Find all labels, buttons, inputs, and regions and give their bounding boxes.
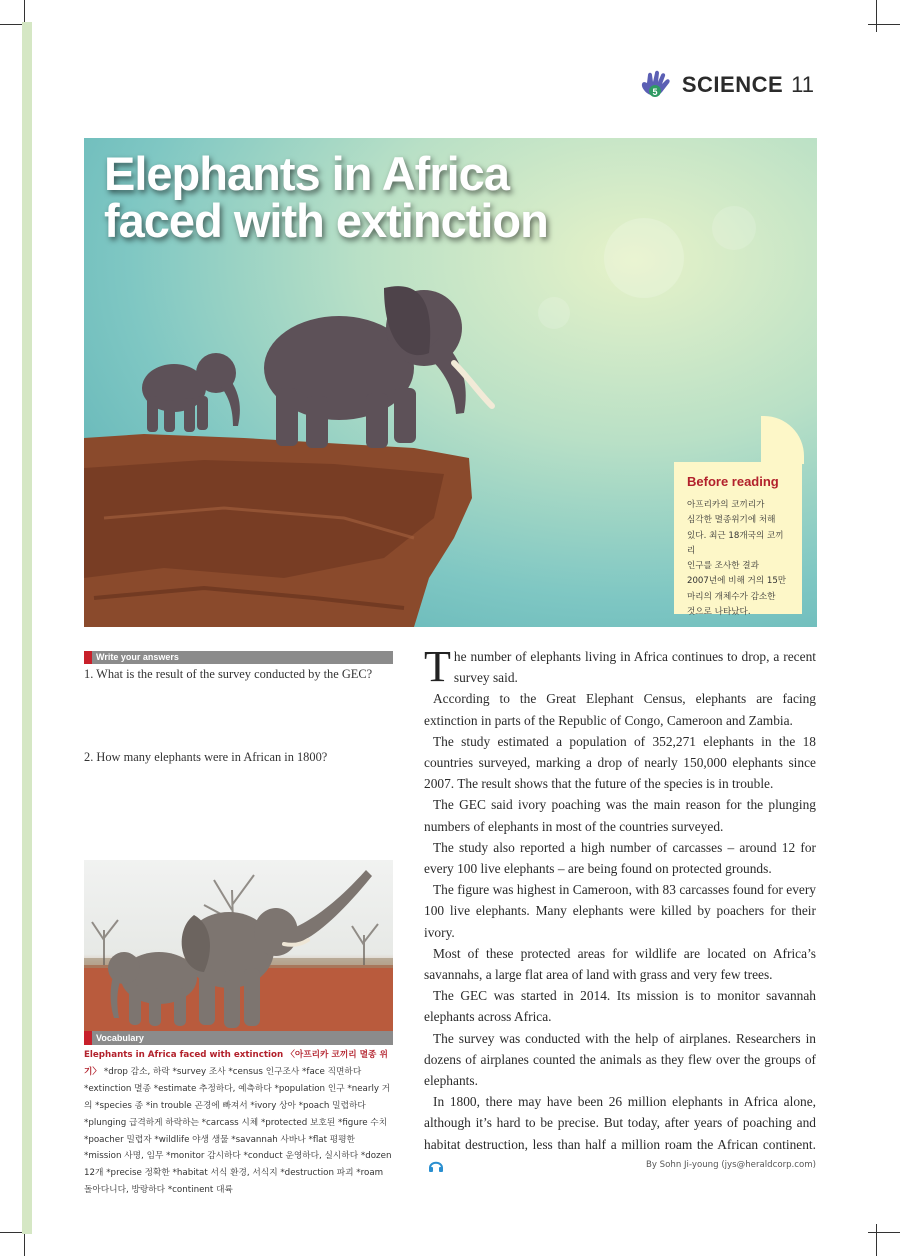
before-reading-line: 2007년에 비해 거의 15만 bbox=[687, 576, 787, 587]
paragraph-text: In 1800, there may have been 26 million elephants in Africa alone, although it’s hard to be precise. But today, after years of poaching and habitat destruction, less than half a million roam the African continent. bbox=[424, 1094, 816, 1152]
elephant-family-photo bbox=[84, 860, 393, 1031]
article-body bbox=[424, 642, 816, 1176]
article-paragraph: The GEC said ivory poaching was the main reason for the plunging numbers of elephants in most of the countries surveyed. bbox=[424, 797, 816, 834]
question-2: 2. How many elephants were in African in 1800? bbox=[84, 750, 328, 764]
section-label: SCIENCE bbox=[681, 72, 784, 97]
vocabulary-list bbox=[84, 1047, 394, 1199]
write-your-answers-bar bbox=[84, 651, 393, 664]
before-reading-line: 것으로 나타났다. bbox=[687, 607, 751, 618]
before-reading-line: 인구를 조사한 결과 bbox=[687, 561, 759, 572]
article-paragraph: The GEC was started in 2014. Its mission is to monitor savannah elephants across Africa. bbox=[424, 988, 816, 1025]
crop-mark bbox=[876, 0, 877, 32]
article-paragraph bbox=[424, 642, 816, 691]
paragraph-text: he number of elephants living in Africa continues to drop, a recent survey said. bbox=[453, 649, 816, 686]
before-reading-line: 있다. 최근 18개국의 코끼리 bbox=[687, 530, 784, 556]
hand-icon bbox=[638, 70, 674, 100]
article-headline bbox=[104, 147, 548, 247]
page-number: 11 bbox=[791, 72, 814, 97]
article-paragraph: According to the Great Elephant Census, elephants are facing extinction in parts of the Republic of Congo, Cameroon and Zambia. bbox=[424, 691, 816, 728]
drop-cap: T bbox=[424, 642, 451, 691]
elephant-family-illustration bbox=[84, 860, 393, 1031]
vocabulary-title: Elephants in Africa faced with extinction 〈아프리카 코끼리 멸종 위기〉 bbox=[84, 1050, 388, 1077]
before-reading-line: 마리의 개체수가 감소한 bbox=[687, 591, 776, 602]
before-reading-body bbox=[687, 498, 791, 620]
before-reading-title: Before reading bbox=[687, 474, 779, 489]
byline: By Sohn Ji-young (jys@heraldcorp.com) bbox=[645, 1160, 816, 1170]
write-your-answers-label: Write your answers bbox=[96, 652, 179, 662]
crop-mark bbox=[868, 24, 900, 25]
headline-line-2: faced with extinction bbox=[104, 194, 548, 247]
accent-marker bbox=[84, 1031, 92, 1045]
before-reading-line: 심각한 멸종위기에 처해 bbox=[687, 515, 776, 526]
article-paragraph: The survey was conducted with the help of airplanes. Researchers in dozens of airplanes counted the animals as they flew over the groups of elephants. bbox=[424, 1030, 816, 1089]
margin-stripe bbox=[22, 22, 32, 1234]
headphone-icon[interactable] bbox=[428, 1158, 444, 1172]
question-1: 1. What is the result of the survey conducted by the GEC? bbox=[84, 667, 373, 681]
vocabulary-bar bbox=[84, 1031, 393, 1045]
article-paragraph: Most of these protected areas for wildlife are located on Africa’s savannahs, a large flat area of land with grass and very few trees. bbox=[424, 945, 816, 983]
accent-marker bbox=[84, 651, 92, 664]
vocabulary-terms: *drop 감소, 하락 *survey 조사 *census 인구조사 *face 직면하다 *extinction 멸종 *estimate 추정하다, 예측하다 *population 인구 *nearly 거의 *species 종 *in trouble 곤경에 빠져서 *ivory 상아 *poach 밀렵하다 *plunging 급격하게 하락하는 *carcass 시체 *protected 보호된 *figure 수치 *poacher 밀렵자 *wildlife 야생 생물 *savannah 사바나 *flat 평평한 *mission 사명, 임무 *monitor 감시하다 *conduct 운영하다, 실시하다 *dozen 12개 *precise 정확한 *habitat 서식 환경, 서식지 *destruction 파괴 *roam 돌아다니다, 방랑하다 *continent 대륙 bbox=[84, 1066, 392, 1196]
crop-mark bbox=[868, 1232, 900, 1233]
article-paragraph: The study estimated a population of 352,271 elephants in the 18 countries surveyed, marking a drop of nearly 150,000 elephants since 2007. The result shows that the future of the species is in trouble. bbox=[424, 733, 816, 792]
article-paragraph: The figure was highest in Cameroon, with 83 carcasses found for every 100 live elephants. Many elephants were killed by poachers for their ivory. bbox=[424, 882, 816, 940]
crop-mark bbox=[876, 1224, 877, 1256]
before-reading-line: 아프리카의 코끼리가 bbox=[687, 500, 765, 510]
before-reading-note bbox=[674, 462, 802, 618]
headline-line-1: Elephants in Africa bbox=[104, 147, 509, 200]
svg-text:5: 5 bbox=[652, 87, 658, 97]
article-paragraph: The study also reported a high number of carcasses – around 12 for every 100 live elephants – are being found on protected grounds. bbox=[424, 839, 816, 877]
section-header bbox=[638, 70, 814, 100]
vocabulary-label: Vocabulary bbox=[96, 1033, 144, 1043]
